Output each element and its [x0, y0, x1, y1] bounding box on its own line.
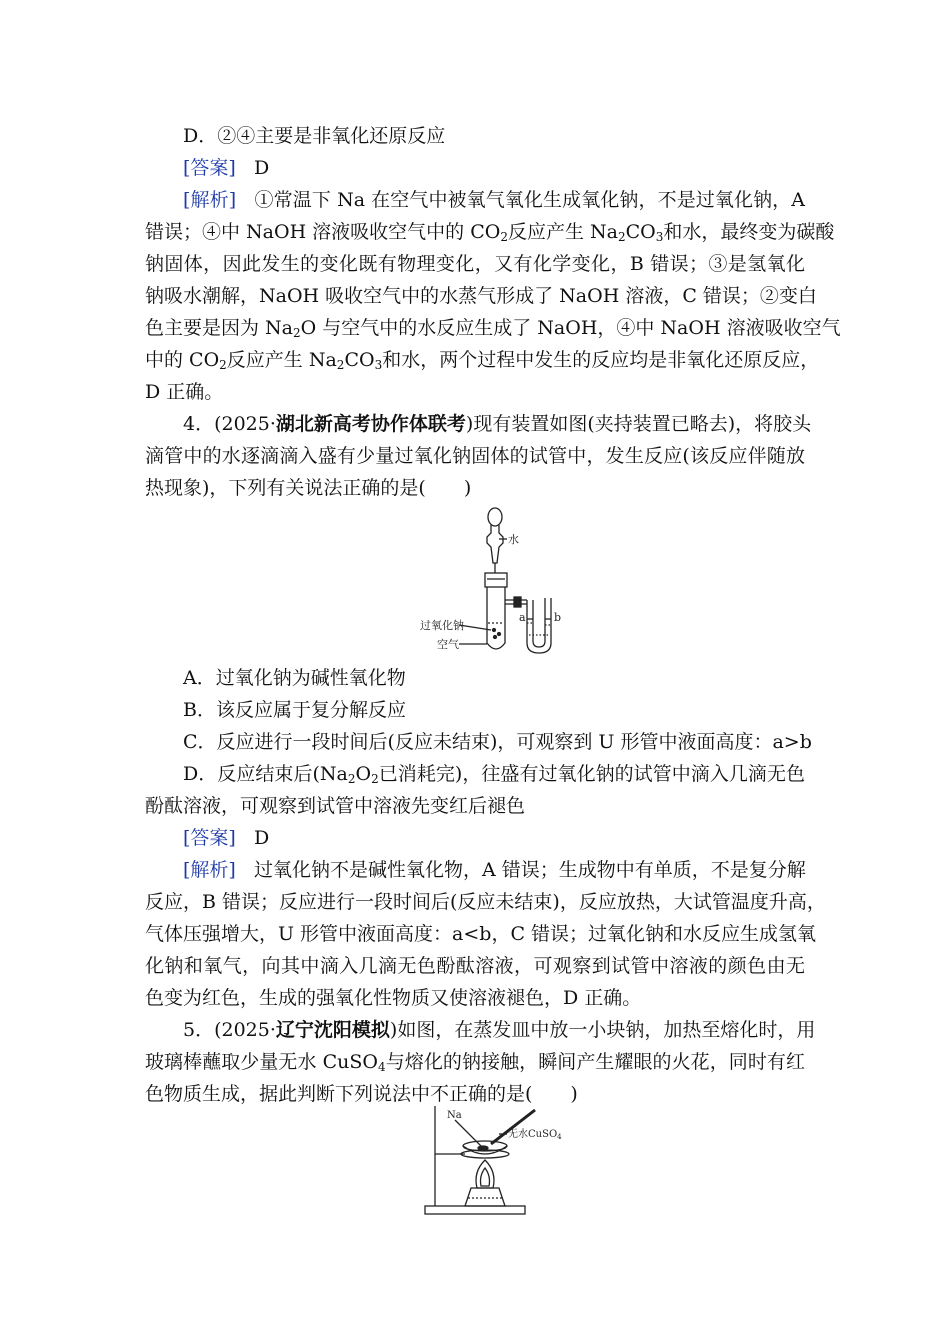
q5-stem: 5．(2025·辽宁沈阳模拟)如图，在蒸发皿中放一小块钠，加热至熔化时，用 — [183, 1019, 816, 1041]
q4-stem: 4．(2025·湖北新高考协作体联考)现有装置如图(夹持装置已略去)，将胶头 — [183, 413, 812, 435]
na-leader — [455, 1120, 481, 1146]
q5-apparatus-figure — [415, 1100, 575, 1220]
q3-explanation-line: D 正确。 — [145, 381, 224, 403]
explanation-tag: [解析] — [183, 189, 237, 211]
label-b: b — [554, 611, 562, 624]
q3-explanation-line: 钠固体，因此发生的变化既有物理变化，又有化学变化，B 错误；③是氢氧化 — [145, 253, 805, 275]
alcohol-lamp — [465, 1188, 505, 1206]
q3-explanation-line: 钠吸水潮解，NaOH 吸收空气中的水蒸气形成了 NaOH 溶液，C 错误；②变白 — [145, 285, 817, 307]
q5-stem: 玻璃棒蘸取少量无水 CuSO$_4$与熔化的钠接触，瞬间产生耀眼的火花，同时有红 — [145, 1051, 805, 1074]
q4-option-a: A．过氧化钠为碱性氧化物 — [183, 667, 406, 689]
question-source: 辽宁沈阳模拟 — [275, 1019, 390, 1041]
q3-answer-line — [183, 156, 805, 180]
q4-option-c: C．反应进行一段时间后(反应未结束)，可观察到 U 形管中液面高度：a>b — [183, 731, 812, 753]
q4-answer-line — [183, 826, 805, 850]
q3-explanation-line: 色主要是因为 $Na_2O$ 与空气中的水反应生成了 NaOH，④中 NaOH 溶液吸收空气 — [145, 317, 841, 340]
q4-stem: 滴管中的水逐滴滴入盛有少量过氧化钠固体的试管中，发生反应(该反应伴随放 — [145, 445, 805, 467]
answer-value: D — [253, 827, 270, 849]
u-tube — [527, 598, 551, 653]
explanation-text: ①常温下 Na 在空气中被氧气氧化生成氧化钠，不是过氧化钠，A — [254, 189, 806, 211]
q3-explanation-line: 中的 $CO_2$反应产生 $Na_2CO_3$和水，两个过程中发生的反应均是非氧化还原反应， — [145, 349, 820, 372]
q4-stem: 热现象)，下列有关说法正确的是( ) — [145, 477, 472, 499]
q3-explanation-line: 错误；④中 NaOH 溶液吸收空气中的 $CO_2$反应产生 $Na_2CO_3$和水，最终变为碳酸 — [145, 221, 835, 244]
flame — [476, 1160, 494, 1188]
stopper — [485, 573, 507, 587]
answer-value: D — [253, 157, 270, 179]
q5-stem: 色物质生成，据此判断下列说法中不正确的是( ) — [145, 1083, 578, 1105]
answer-tag: [答案] — [183, 157, 236, 179]
label-sodium-peroxide: 过氧化钠 — [420, 619, 464, 632]
q4-option-b: B．该反应属于复分解反应 — [183, 699, 406, 721]
explanation-tag: [解析] — [183, 859, 236, 881]
stand-base — [425, 1206, 525, 1214]
q4-explanation-line — [183, 858, 805, 882]
q4-explanation-line: 化钠和氧气，向其中滴入几滴无色酚酞溶液，可观察到试管中溶液的颜色由无 — [145, 955, 805, 977]
q4-explanation-line: 气体压强增大，U 形管中液面高度：a<b，C 错误；过氧化钠和水反应生成氢氧 — [145, 923, 817, 945]
test-tube — [487, 587, 505, 649]
q3-option-d: D．②④主要是非氧化还原反应 — [183, 125, 446, 147]
q4-option-d: D．反应结束后($Na_2O_2$已消耗完)，往盛有过氧化钠的试管中滴入几滴无色 — [183, 763, 805, 786]
q4-explanation-line: 色变为红色，生成的强氧化性物质又使溶液褪色，D 正确。 — [145, 987, 642, 1009]
tube-clamp — [514, 597, 521, 607]
label-cuso4: 无水CuSO$_4$ — [508, 1129, 562, 1141]
label-air: 空气 — [437, 638, 459, 651]
label-na: Na — [447, 1110, 462, 1121]
question-source: 湖北新高考协作体联考 — [275, 413, 466, 435]
q4-option-d: 酚酞溶液，可观察到试管中溶液先变红后褪色 — [145, 795, 526, 817]
q4-apparatus-figure — [415, 503, 575, 659]
label-a: a — [519, 611, 526, 624]
answer-tag: [答案] — [183, 827, 236, 849]
dropper-bulb — [488, 508, 502, 526]
label-water: 水 — [508, 533, 519, 546]
q4-explanation-line: 反应，B 错误；反应进行一段时间后(反应未结束)，反应放热，大试管温度升高， — [145, 891, 826, 913]
q3-explanation-line — [183, 188, 805, 212]
explanation-text: 过氧化钠不是碱性氧化物，A 错误；生成物中有单质，不是复分解 — [253, 859, 806, 881]
dropper-body — [487, 525, 503, 563]
